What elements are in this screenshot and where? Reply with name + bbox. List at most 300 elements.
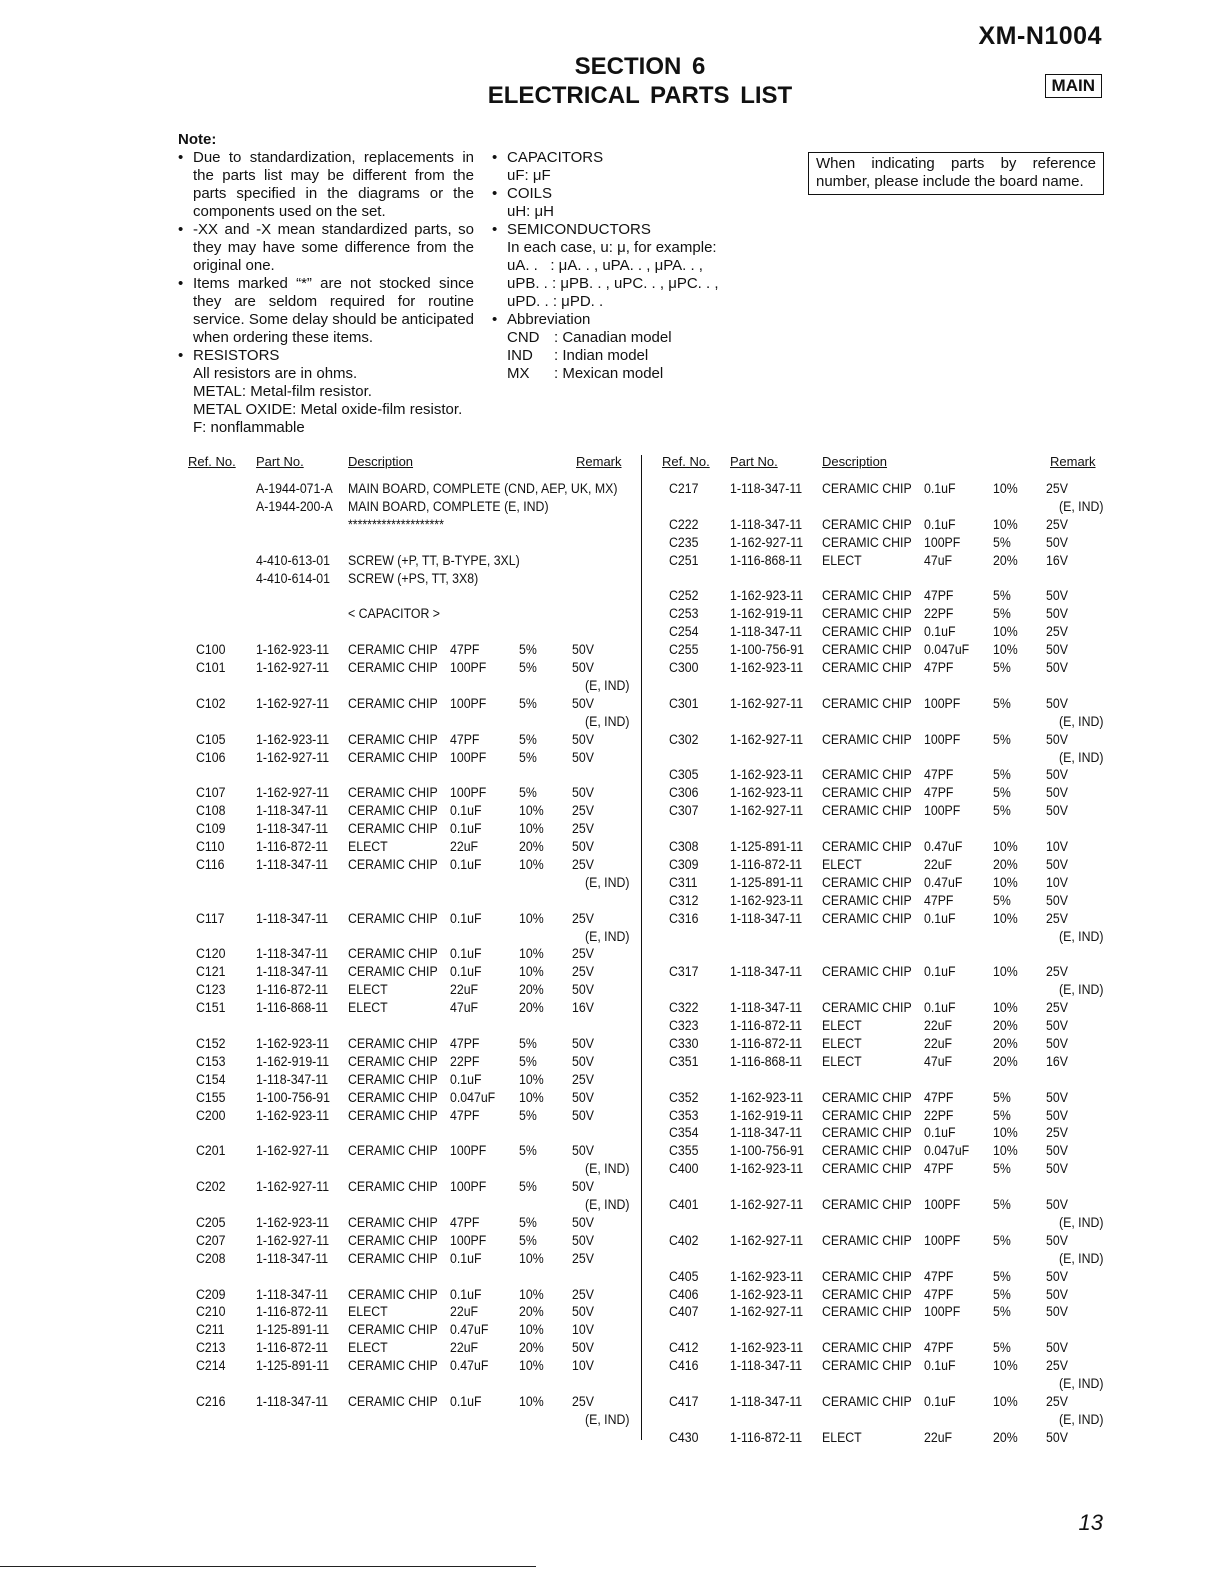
value-cell: 0.047uF <box>450 1089 496 1105</box>
voltage-cell: 50V <box>572 1053 594 1069</box>
ref-no-cell: C301 <box>669 695 699 711</box>
remark-cell: (E, IND) <box>585 874 630 890</box>
part-no-cell: 1-116-872-11 <box>256 1340 329 1356</box>
abbreviation-code: CND <box>507 329 540 346</box>
note-semiconductors-heading: • SEMICONDUCTORS <box>492 221 752 239</box>
tolerance-cell: 5% <box>993 892 1011 908</box>
part-no-cell: 1-162-923-11 <box>730 1286 804 1302</box>
description-cell: CERAMIC CHIP <box>822 964 912 980</box>
tolerance-cell: 10% <box>993 516 1018 532</box>
value-cell: 47PF <box>924 767 954 783</box>
note-semiconductors-line: In each case, u: μ, for example: <box>507 239 717 256</box>
ref-no-cell: C213 <box>196 1340 226 1356</box>
part-no-cell: 1-162-923-11 <box>256 642 330 658</box>
ref-no-cell: C417 <box>669 1393 699 1409</box>
voltage-cell: 50V <box>572 839 594 854</box>
voltage-cell: 25V <box>572 1286 594 1302</box>
voltage-cell: 50V <box>572 785 594 801</box>
abbreviation-item <box>492 329 752 347</box>
part-no-cell: 1-118-347-11 <box>730 1125 803 1141</box>
description-cell: CERAMIC CHIP <box>822 1197 912 1212</box>
description-cell: CERAMIC CHIP <box>348 1107 438 1123</box>
voltage-cell: 50V <box>1046 1197 1068 1212</box>
header-description: Description <box>822 454 888 469</box>
value-cell: 0.1uF <box>450 1071 482 1087</box>
voltage-cell: 10V <box>1046 839 1068 854</box>
tolerance-cell: 10% <box>993 624 1018 640</box>
tolerance-cell: 10% <box>993 1393 1018 1409</box>
description-cell: CERAMIC CHIP <box>822 481 912 496</box>
part-no-cell: 1-118-347-11 <box>730 516 803 532</box>
tolerance-cell: 10% <box>993 642 1018 658</box>
value-cell: 0.1uF <box>924 1393 956 1409</box>
value-cell: 47PF <box>450 642 480 658</box>
tolerance-cell: 5% <box>993 1340 1011 1356</box>
value-cell: 0.1uF <box>924 481 956 496</box>
part-no-cell: 1-162-927-11 <box>256 1143 330 1159</box>
description-cell: CERAMIC CHIP <box>822 1143 912 1159</box>
tolerance-cell: 20% <box>993 552 1018 568</box>
remark-cell: (E, IND) <box>1059 713 1104 729</box>
tolerance-cell: 10% <box>993 1000 1018 1016</box>
value-cell: 0.1uF <box>924 624 956 640</box>
remark-cell: (E, IND) <box>585 1197 630 1212</box>
tolerance-cell: 5% <box>993 588 1011 604</box>
voltage-cell: 50V <box>1046 1018 1068 1033</box>
tolerance-cell: 20% <box>519 839 544 854</box>
description-cell: CERAMIC CHIP <box>822 1393 912 1409</box>
description-cell: CERAMIC CHIP <box>348 660 438 675</box>
description-cell: CERAMIC CHIP <box>822 695 912 711</box>
part-no-cell: 1-162-923-11 <box>256 1107 330 1123</box>
tolerance-cell: 10% <box>519 946 544 962</box>
voltage-cell: 16V <box>1046 1053 1068 1069</box>
part-no-cell: 1-162-927-11 <box>256 1232 330 1248</box>
ref-no-cell: C254 <box>669 624 699 640</box>
voltage-cell: 50V <box>1046 856 1068 872</box>
description-cell: CERAMIC CHIP <box>348 695 438 711</box>
voltage-cell: 25V <box>572 946 594 962</box>
value-cell: 0.47uF <box>450 1322 489 1338</box>
tolerance-cell: 10% <box>519 1286 544 1302</box>
ref-no-cell: C353 <box>669 1107 699 1123</box>
description-cell: CERAMIC CHIP <box>348 946 438 962</box>
part-no-cell: 4-410-614-01 <box>256 570 330 586</box>
tolerance-cell: 5% <box>519 695 537 711</box>
model-number: XM-N1004 <box>978 22 1102 50</box>
abbreviation-meaning: : Indian model <box>554 347 649 364</box>
ref-no-cell: C209 <box>196 1286 226 1302</box>
tolerance-cell: 5% <box>519 1143 537 1159</box>
voltage-cell: 50V <box>1046 1035 1068 1051</box>
ref-no-cell: C401 <box>669 1197 699 1212</box>
value-cell: 47PF <box>450 1214 480 1230</box>
part-no-cell: 1-162-919-11 <box>730 606 804 622</box>
tolerance-cell: 5% <box>993 1286 1011 1302</box>
tolerance-cell: 10% <box>519 1071 544 1087</box>
description-cell: CERAMIC CHIP <box>822 516 912 532</box>
remark-cell: (E, IND) <box>1059 1376 1104 1391</box>
value-cell: 22uF <box>924 1035 953 1051</box>
value-cell: 0.47uF <box>450 1358 489 1374</box>
part-no-cell: 1-118-347-11 <box>256 1071 329 1087</box>
remark-cell: (E, IND) <box>1059 749 1104 765</box>
value-cell: 0.1uF <box>924 1000 956 1016</box>
voltage-cell: 50V <box>1046 785 1068 801</box>
description-cell: CERAMIC CHIP <box>348 910 438 926</box>
ref-no-cell: C100 <box>196 642 226 658</box>
tolerance-cell: 5% <box>519 731 537 747</box>
voltage-cell: 50V <box>572 642 594 658</box>
tolerance-cell: 10% <box>519 803 544 819</box>
abbreviation-item <box>492 347 752 365</box>
voltage-cell: 50V <box>1046 660 1068 675</box>
part-no-cell: 1-125-891-11 <box>730 874 804 890</box>
header-ref-no: Ref. No. <box>662 454 710 469</box>
header-remark: Remark <box>1050 454 1096 469</box>
voltage-cell: 25V <box>572 856 594 872</box>
ref-no-cell: C311 <box>669 874 698 890</box>
notes-middle-column <box>492 149 752 383</box>
abbreviation-meaning: : Canadian model <box>554 329 672 346</box>
description-cell: CERAMIC CHIP <box>822 1125 912 1141</box>
part-no-cell: 1-116-872-11 <box>256 839 329 854</box>
tolerance-cell: 20% <box>519 1340 544 1356</box>
description-cell: CERAMIC CHIP <box>348 1089 438 1105</box>
tolerance-cell: 5% <box>993 660 1011 675</box>
ref-no-cell: C322 <box>669 1000 699 1016</box>
part-no-cell: 1-118-347-11 <box>256 1286 329 1302</box>
value-cell: 22uF <box>450 839 479 854</box>
note-semiconductors-line: uPD. . : μPD. . <box>507 293 604 310</box>
voltage-cell: 25V <box>572 910 594 926</box>
value-cell: 100PF <box>450 1179 487 1195</box>
value-cell: 22uF <box>924 856 953 872</box>
header-part-no: Part No. <box>256 454 304 469</box>
value-cell: 100PF <box>924 695 961 711</box>
ref-no-cell: C109 <box>196 821 226 837</box>
description-cell: CERAMIC CHIP <box>822 874 912 890</box>
tolerance-cell: 5% <box>993 695 1011 711</box>
value-cell: 100PF <box>450 695 487 711</box>
voltage-cell: 25V <box>1046 910 1068 926</box>
description-cell: CERAMIC CHIP <box>822 767 912 783</box>
value-cell: 47PF <box>924 1089 954 1105</box>
tolerance-cell: 5% <box>519 785 537 801</box>
note-semiconductors-line: uPB. . : μPB. . , uPC. . , μPC. . , <box>507 275 719 292</box>
ref-no-cell: C323 <box>669 1018 699 1033</box>
ref-no-cell: C152 <box>196 1035 226 1051</box>
value-cell: 100PF <box>450 660 487 675</box>
part-no-cell: 1-162-927-11 <box>730 803 804 819</box>
description-cell: SCREW (+P, TT, B-TYPE, 3XL) <box>348 552 520 568</box>
value-cell: 47PF <box>450 1107 480 1123</box>
value-cell: 47PF <box>924 660 954 675</box>
note-heading: Note: <box>178 131 217 148</box>
description-cell: CERAMIC CHIP <box>822 606 912 622</box>
ref-no-cell: C402 <box>669 1232 699 1248</box>
voltage-cell: 50V <box>572 731 594 747</box>
ref-no-cell: C354 <box>669 1125 699 1141</box>
part-no-cell: 1-162-923-11 <box>730 1089 804 1105</box>
header-remark: Remark <box>576 454 622 469</box>
ref-no-cell: C300 <box>669 660 699 675</box>
ref-no-cell: C252 <box>669 588 699 604</box>
part-no-cell: 1-162-923-11 <box>256 731 330 747</box>
ref-no-cell: C155 <box>196 1089 226 1105</box>
ref-no-cell: C253 <box>669 606 699 622</box>
description-cell: CERAMIC CHIP <box>822 588 912 604</box>
tolerance-cell: 5% <box>519 1179 537 1195</box>
voltage-cell: 50V <box>572 1340 594 1356</box>
description-cell: CERAMIC CHIP <box>822 892 912 908</box>
value-cell: 100PF <box>924 1197 961 1212</box>
description-cell: CERAMIC CHIP <box>822 1304 912 1320</box>
part-no-cell: 1-118-347-11 <box>730 910 803 926</box>
tolerance-cell: 5% <box>993 1107 1011 1123</box>
note-abbreviation-heading: • Abbreviation <box>492 311 752 329</box>
value-cell: 0.1uF <box>450 910 482 926</box>
value-cell: 47PF <box>924 588 954 604</box>
value-cell: 47uF <box>450 1000 479 1016</box>
value-cell: 100PF <box>924 803 961 819</box>
description-cell: CERAMIC CHIP <box>822 1232 912 1248</box>
ref-no-cell: C201 <box>196 1143 226 1159</box>
voltage-cell: 50V <box>1046 1232 1068 1248</box>
description-cell: CERAMIC CHIP <box>348 642 438 658</box>
tolerance-cell: 5% <box>993 1089 1011 1105</box>
description-cell: ELECT <box>822 856 862 872</box>
tolerance-cell: 20% <box>993 856 1018 872</box>
part-no-cell: 1-125-891-11 <box>256 1358 330 1374</box>
ref-no-cell: C210 <box>196 1304 226 1320</box>
tolerance-cell: 10% <box>519 1358 544 1374</box>
voltage-cell: 50V <box>1046 642 1068 658</box>
voltage-cell: 10V <box>1046 874 1068 890</box>
value-cell: 0.1uF <box>924 910 956 926</box>
description-cell: CERAMIC CHIP <box>822 642 912 658</box>
ref-no-cell: C330 <box>669 1035 699 1051</box>
part-no-cell: 1-118-347-11 <box>256 1393 329 1409</box>
part-no-cell: 1-162-927-11 <box>730 1304 804 1320</box>
voltage-cell: 50V <box>1046 695 1068 711</box>
ref-no-cell: C251 <box>669 552 699 568</box>
tolerance-cell: 5% <box>993 606 1011 622</box>
value-cell: 47PF <box>450 1035 480 1051</box>
part-no-cell: 1-100-756-91 <box>730 1143 804 1159</box>
note-coils-line: uH: μH <box>507 203 554 220</box>
description-cell: CERAMIC CHIP <box>348 1393 438 1409</box>
abbreviation-code: MX <box>507 365 530 382</box>
header-part-no: Part No. <box>730 454 778 469</box>
tolerance-cell: 10% <box>519 910 544 926</box>
part-no-cell: 1-162-919-11 <box>256 1053 330 1069</box>
description-cell: CERAMIC CHIP <box>348 1214 438 1230</box>
description-cell: CERAMIC CHIP <box>822 624 912 640</box>
value-cell: 0.47uF <box>924 839 963 854</box>
voltage-cell: 50V <box>1046 892 1068 908</box>
part-no-cell: A-1944-071-A <box>256 481 333 496</box>
value-cell: 100PF <box>450 785 487 801</box>
tolerance-cell: 5% <box>993 534 1011 550</box>
remark-cell: (E, IND) <box>1059 1411 1104 1427</box>
ref-no-cell: C416 <box>669 1358 699 1374</box>
tolerance-cell: 10% <box>519 821 544 837</box>
part-no-cell: 1-162-923-11 <box>730 1268 804 1284</box>
description-cell: CERAMIC CHIP <box>348 856 438 872</box>
part-no-cell: 1-116-872-11 <box>256 1304 329 1320</box>
voltage-cell: 25V <box>572 1250 594 1266</box>
part-no-cell: 1-118-347-11 <box>256 964 329 980</box>
remark-cell: (E, IND) <box>1059 1250 1104 1266</box>
ref-no-cell: C407 <box>669 1304 699 1320</box>
ref-no-cell: C312 <box>669 892 699 908</box>
tolerance-cell: 5% <box>519 1107 537 1123</box>
ref-no-cell: C116 <box>196 856 225 872</box>
remark-cell: (E, IND) <box>1059 498 1104 514</box>
ref-no-cell: C406 <box>669 1286 699 1302</box>
voltage-cell: 16V <box>572 1000 594 1016</box>
value-cell: 22uF <box>924 1429 953 1445</box>
page-title <box>440 52 840 110</box>
description-cell: CERAMIC CHIP <box>348 1143 438 1159</box>
part-no-cell: 1-116-868-11 <box>730 552 803 568</box>
description-cell: ELECT <box>822 552 862 568</box>
tolerance-cell: 20% <box>993 1035 1018 1051</box>
part-no-cell: 1-125-891-11 <box>730 839 804 854</box>
ref-no-cell: C110 <box>196 839 225 854</box>
voltage-cell: 50V <box>1046 588 1068 604</box>
ref-no-cell: C102 <box>196 695 226 711</box>
header-ref-no: Ref. No. <box>188 454 236 469</box>
description-cell: CERAMIC CHIP <box>348 1053 438 1069</box>
part-no-cell: 1-116-872-11 <box>256 982 329 998</box>
description-cell: CERAMIC CHIP <box>348 1179 438 1195</box>
voltage-cell: 50V <box>1046 606 1068 622</box>
value-cell: 22PF <box>924 606 954 622</box>
voltage-cell: 50V <box>572 1179 594 1195</box>
voltage-cell: 10V <box>572 1322 594 1338</box>
ref-no-cell: C308 <box>669 839 699 854</box>
description-cell: CERAMIC CHIP <box>822 1358 912 1374</box>
value-cell: 22uF <box>450 1304 479 1320</box>
note-resistors-line: F: nonflammable <box>193 419 305 436</box>
voltage-cell: 25V <box>572 821 594 837</box>
part-no-cell: 1-162-923-11 <box>730 767 804 783</box>
part-no-cell: 1-162-923-11 <box>256 1035 330 1051</box>
part-no-cell: 1-118-347-11 <box>256 821 329 837</box>
part-no-cell: 1-162-927-11 <box>256 695 330 711</box>
ref-no-cell: C352 <box>669 1089 699 1105</box>
value-cell: 47PF <box>924 1268 954 1284</box>
tolerance-cell: 10% <box>993 1143 1018 1159</box>
description-cell: ELECT <box>822 1035 862 1051</box>
voltage-cell: 50V <box>1046 1286 1068 1302</box>
ref-no-cell: C214 <box>196 1358 226 1374</box>
abbreviation-code: IND <box>507 347 533 364</box>
value-cell: 47uF <box>924 1053 953 1069</box>
part-no-cell: 1-162-919-11 <box>730 1107 804 1123</box>
part-no-cell: 1-162-923-11 <box>256 1214 330 1230</box>
value-cell: 0.1uF <box>450 1250 482 1266</box>
remark-cell: (E, IND) <box>585 928 630 944</box>
header-description: Description <box>348 454 414 469</box>
ref-no-cell: C101 <box>196 660 226 675</box>
value-cell: 22uF <box>924 1018 953 1033</box>
tolerance-cell: 10% <box>519 856 544 872</box>
description-cell: ELECT <box>348 1000 388 1016</box>
value-cell: 0.1uF <box>450 856 482 872</box>
ref-no-cell: C222 <box>669 516 699 532</box>
tolerance-cell: 5% <box>519 1214 537 1230</box>
description-cell: CERAMIC CHIP <box>348 1286 438 1302</box>
description-cell: CERAMIC CHIP <box>348 1250 438 1266</box>
ref-no-cell: C355 <box>669 1143 699 1159</box>
voltage-cell: 10V <box>572 1358 594 1374</box>
part-no-cell: 1-162-923-11 <box>730 588 804 604</box>
description-cell: CERAMIC CHIP <box>348 1232 438 1248</box>
voltage-cell: 50V <box>1046 1089 1068 1105</box>
part-no-cell: 1-118-347-11 <box>256 910 329 926</box>
voltage-cell: 50V <box>572 1035 594 1051</box>
value-cell: 100PF <box>450 749 487 765</box>
voltage-cell: 50V <box>1046 1340 1068 1356</box>
tolerance-cell: 10% <box>993 964 1018 980</box>
part-no-cell: 1-162-923-11 <box>730 1340 804 1356</box>
part-no-cell: 4-410-613-01 <box>256 552 330 568</box>
value-cell: 0.1uF <box>450 821 482 837</box>
description-cell: CERAMIC CHIP <box>822 1286 912 1302</box>
ref-no-cell: C216 <box>196 1393 226 1409</box>
ref-no-cell: C117 <box>196 910 225 926</box>
remark-cell: (E, IND) <box>585 1161 630 1177</box>
description-cell: CERAMIC CHIP <box>348 749 438 765</box>
voltage-cell: 50V <box>1046 731 1068 747</box>
tolerance-cell: 5% <box>993 803 1011 819</box>
tolerance-cell: 5% <box>519 1232 537 1248</box>
description-cell: ******************** <box>348 516 444 532</box>
value-cell: 0.1uF <box>450 964 482 980</box>
description-cell: < CAPACITOR > <box>348 606 440 622</box>
description-cell: CERAMIC CHIP <box>822 785 912 801</box>
ref-no-cell: C105 <box>196 731 226 747</box>
note-xx-parts: • -XX and -X mean standardized parts, so they may have some difference from the original one. <box>178 221 474 275</box>
voltage-cell: 50V <box>572 695 594 711</box>
ref-no-cell: C430 <box>669 1429 699 1445</box>
tolerance-cell: 5% <box>993 1268 1011 1284</box>
note-resistors-line: METAL OXIDE: Metal oxide-film resistor. <box>193 401 463 418</box>
board-name-box: MAIN <box>1045 74 1102 98</box>
part-no-cell: 1-162-923-11 <box>730 892 804 908</box>
notes-left-column <box>178 131 474 437</box>
remark-cell: (E, IND) <box>585 677 630 693</box>
part-no-cell: 1-162-923-11 <box>730 785 804 801</box>
value-cell: 47PF <box>924 1286 954 1302</box>
description-cell: CERAMIC CHIP <box>822 910 912 926</box>
voltage-cell: 50V <box>572 1089 594 1105</box>
description-cell: CERAMIC CHIP <box>348 803 438 819</box>
ref-no-cell: C202 <box>196 1179 226 1195</box>
description-cell: CERAMIC CHIP <box>822 660 912 675</box>
description-cell: CERAMIC CHIP <box>822 1000 912 1016</box>
note-resistors-heading: • RESISTORS <box>178 347 474 365</box>
tolerance-cell: 10% <box>993 481 1018 496</box>
description-cell: CERAMIC CHIP <box>822 731 912 747</box>
value-cell: 0.1uF <box>924 1125 956 1141</box>
tolerance-cell: 5% <box>993 1304 1011 1320</box>
remark-cell: (E, IND) <box>1059 928 1104 944</box>
column-divider <box>641 455 642 1440</box>
